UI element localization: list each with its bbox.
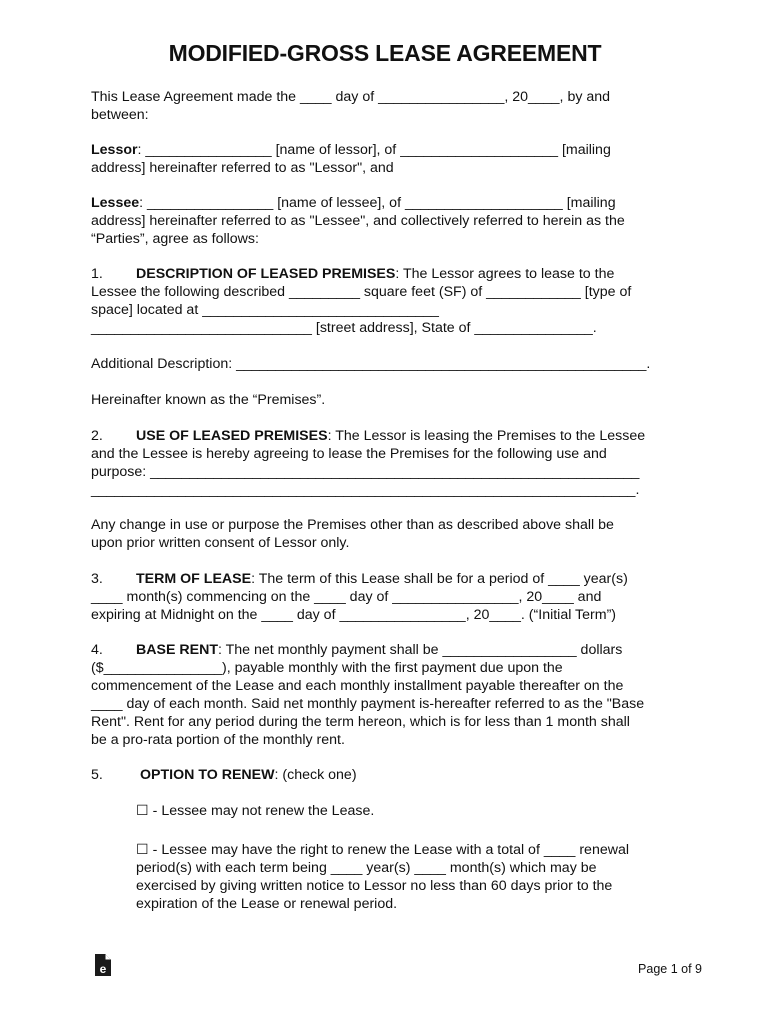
lessor-paragraph: Lessor: ________________ [name of lessor], of ____________________ [mailing address] hereinafter referred to as "Lessor", and: [91, 142, 611, 176]
section-1-heading: DESCRIPTION OF LEASED PREMISES: [136, 266, 396, 282]
additional-description: Additional Description: ____________________________________________________.: [91, 356, 651, 372]
lessor-label: Lessor: [91, 142, 138, 158]
section-2-paragraph: 2. USE OF LEASED PREMISES: The Lessor is leasing the Premises to the Lessee and the Lessee is hereby agreeing to lease the Premises for the following use and purpose: ______________________________________________________________ _____________________________________________________________________.: [91, 428, 646, 498]
section-3-heading: TERM OF LEASE: [136, 571, 252, 587]
renew-option-yes[interactable]: ☐ - Lessee may have the right to renew the Lease with a total of ____ renewal period(s) with each term being ____ year(s) ____ month(s) which may be exercised by giving written notice to Lessor no less than 60 days prior to the expiration of the Lease or renewal period.: [136, 842, 630, 912]
section-4-paragraph: 4. BASE RENT: The net monthly payment shall be _________________ dollars ($_______________), payable monthly with the first payment due upon the commencement of the Lease and each monthly installment payable thereafter on the ____ day of each month. Said net monthly payment is-hereafter referred to as the "Base Rent". Rent for any period during the term hereon, which is for less than 1 month shall be a pro-rata portion of the monthly rent.: [91, 642, 645, 748]
section-2-number: 2.: [91, 428, 103, 444]
eforms-logo-icon: [93, 953, 113, 977]
section-2-heading: USE OF LEASED PREMISES: [136, 428, 328, 444]
section-3-number: 3.: [91, 571, 103, 587]
section-5-heading-line: 5. OPTION TO RENEW: (check one): [91, 767, 357, 783]
lessee-paragraph: Lessee: ________________ [name of lessee], of ____________________ [mailing address] hereinafter referred to as "Lessee", and collectively referred to herein as the “Parties”, agree as follows:: [91, 195, 625, 247]
lessee-label: Lessee: [91, 195, 140, 211]
section-5-heading: OPTION TO RENEW: [140, 767, 275, 783]
section-4-number: 4.: [91, 642, 103, 658]
intro-paragraph: This Lease Agreement made the ____ day of ________________, 20____, by and between:: [91, 89, 611, 123]
section-3-paragraph: 3. TERM OF LEASE: The term of this Lease shall be for a period of ____ year(s) ____ month(s) commencing on the ____ day of ________________, 20____ and expiring at Midnight on the ____ day of ________________, 20____. (“Initial Term”): [91, 571, 628, 623]
section-4-heading: BASE RENT: [136, 642, 218, 658]
section-1-paragraph: 1. DESCRIPTION OF LEASED PREMISES: The Lessor agrees to lease to the Lessee the following described _________ square feet (SF) of ____________ [type of space] located at ______________________________ ____________________________ [street address], State of _______________.: [91, 266, 632, 336]
renew-option-no[interactable]: ☐ - Lessee may not renew the Lease.: [136, 803, 375, 819]
document-title: MODIFIED-GROSS LEASE AGREEMENT: [168, 40, 602, 66]
section-1-number: 1.: [91, 266, 103, 282]
svg-text:e: e: [99, 962, 107, 976]
page-number: Page 1 of 9: [638, 962, 702, 976]
section-5-number: 5.: [91, 767, 103, 783]
change-of-use-paragraph: Any change in use or purpose the Premises other than as described above shall be upon prior written consent of Lessor only.: [91, 517, 614, 551]
premises-definition: Hereinafter known as the “Premises”.: [91, 392, 326, 408]
